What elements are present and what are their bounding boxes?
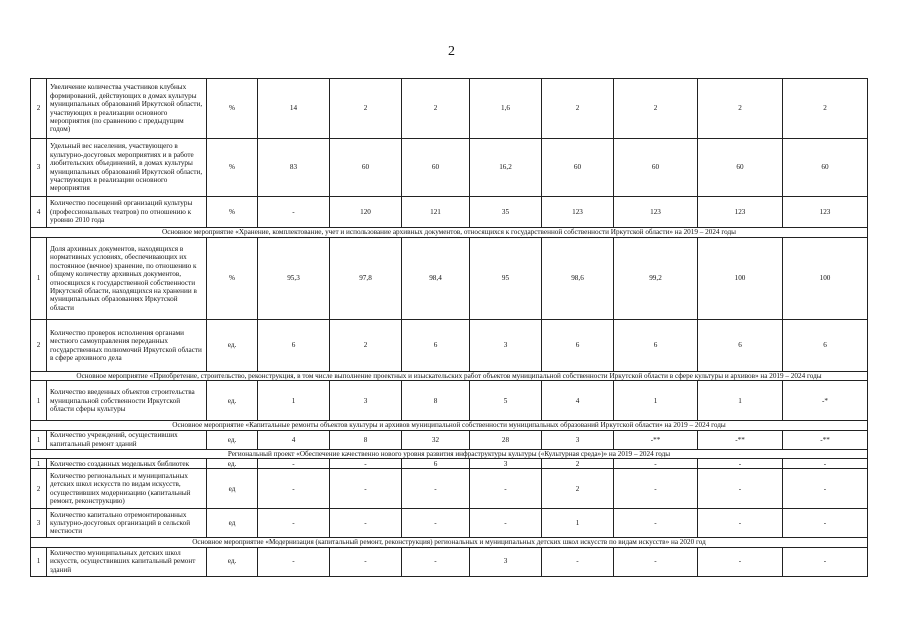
- section-title: Региональный проект «Обеспечение качественно нового уровня развития инфраструктуры культуры («Культурная среда»)» на 2019 – 2024 годы: [31, 449, 868, 458]
- value-cell: 1: [698, 381, 783, 421]
- indicator-name-cell: Количество учреждений, осуществивших капитальный ремонт зданий: [47, 430, 207, 449]
- value-cell: -: [402, 469, 470, 509]
- table-row: [31, 459, 868, 469]
- value-cell: -**: [614, 430, 698, 449]
- row-number-cell: 2: [31, 320, 47, 372]
- value-cell: 1: [258, 381, 330, 421]
- unit-cell: ед: [207, 469, 258, 509]
- table-row: [31, 79, 868, 139]
- value-cell: 60: [330, 139, 402, 197]
- row-number-cell: 2: [31, 79, 47, 139]
- value-cell: 121: [402, 197, 470, 228]
- value-cell: 4: [258, 430, 330, 449]
- value-cell: -: [698, 459, 783, 469]
- value-cell: -**: [783, 430, 868, 449]
- row-number-cell: 2: [31, 469, 47, 509]
- row-number-cell: 3: [31, 139, 47, 197]
- table-row: [31, 197, 868, 228]
- value-cell: 60: [783, 139, 868, 197]
- indicator-name-cell: Количество проверок исполнения органами местного самоуправления переданных государственных полномочий Иркутской области в сфере архивного дела: [47, 320, 207, 372]
- value-cell: 6: [614, 320, 698, 372]
- value-cell: 1: [542, 509, 614, 538]
- table-row: [31, 238, 868, 320]
- value-cell: -: [614, 547, 698, 576]
- unit-cell: ед.: [207, 547, 258, 576]
- table-row: [31, 469, 868, 509]
- value-cell: -: [614, 509, 698, 538]
- section-row: [31, 421, 868, 430]
- value-cell: 98,4: [402, 238, 470, 320]
- value-cell: 3: [330, 381, 402, 421]
- table-row: [31, 320, 868, 372]
- indicator-name-cell: Количество посещений организаций культуры (профессиональных театров) по отношению к уровню 2010 года: [47, 197, 207, 228]
- unit-cell: ед: [207, 509, 258, 538]
- indicator-name-cell: Количество созданных модельных библиотек: [47, 459, 207, 469]
- value-cell: 6: [402, 320, 470, 372]
- unit-cell: %: [207, 139, 258, 197]
- table-row: [31, 381, 868, 421]
- row-number-cell: 1: [31, 547, 47, 576]
- value-cell: -: [330, 547, 402, 576]
- row-number-cell: 4: [31, 197, 47, 228]
- indicator-name-cell: Доля архивных документов, находящихся в нормативных условиях, обеспечивающих их постоянное (вечное) хранение, по отношению к общему количеству архивных документов, относящихся к государственной собственности Иркутской области, находящихся на хранении в муниципальных образованиях Иркутской области: [47, 238, 207, 320]
- value-cell: 8: [330, 430, 402, 449]
- value-cell: 60: [614, 139, 698, 197]
- value-cell: 3: [542, 430, 614, 449]
- value-cell: 60: [698, 139, 783, 197]
- value-cell: -: [783, 509, 868, 538]
- row-number-cell: 1: [31, 238, 47, 320]
- value-cell: -*: [783, 381, 868, 421]
- value-cell: 95,3: [258, 238, 330, 320]
- value-cell: -: [698, 547, 783, 576]
- value-cell: 100: [698, 238, 783, 320]
- value-cell: 3: [470, 459, 542, 469]
- value-cell: 60: [402, 139, 470, 197]
- unit-cell: %: [207, 197, 258, 228]
- section-row: [31, 372, 868, 381]
- unit-cell: ед.: [207, 430, 258, 449]
- value-cell: -: [258, 469, 330, 509]
- value-cell: 35: [470, 197, 542, 228]
- value-cell: -: [330, 469, 402, 509]
- section-row: [31, 538, 868, 547]
- value-cell: 83: [258, 139, 330, 197]
- section-row: [31, 228, 868, 238]
- indicator-name-cell: Количество региональных и муниципальных детских школ искусств по видам искусств, осуществивших модернизацию (капитальный ремонт, реконструкцию): [47, 469, 207, 509]
- value-cell: -: [402, 509, 470, 538]
- unit-cell: %: [207, 79, 258, 139]
- value-cell: 95: [470, 238, 542, 320]
- value-cell: 1: [614, 381, 698, 421]
- value-cell: 99,2: [614, 238, 698, 320]
- value-cell: 3: [470, 547, 542, 576]
- value-cell: 6: [258, 320, 330, 372]
- value-cell: -: [698, 469, 783, 509]
- row-number-cell: 3: [31, 509, 47, 538]
- value-cell: 100: [783, 238, 868, 320]
- value-cell: -: [614, 459, 698, 469]
- section-title: Основное мероприятие «Капитальные ремонты объектов культуры и архивов муниципальной собственности муниципальных образований Иркутской области» на 2019 – 2024 годы: [31, 421, 868, 430]
- value-cell: 32: [402, 430, 470, 449]
- value-cell: 123: [783, 197, 868, 228]
- page-number: 2: [448, 44, 455, 59]
- indicator-name-cell: Количество муниципальных детских школ искусств, осуществивших капитальный ремонт зданий: [47, 547, 207, 576]
- value-cell: 6: [542, 320, 614, 372]
- table-row: [31, 430, 868, 449]
- value-cell: 2: [542, 459, 614, 469]
- indicator-name-cell: Удельный вес населения, участвующего в культурно-досуговых мероприятиях и в работе любительских объединений, в домах культуры муниципальных образований Иркутской области, участвующих в реализации основного мероприятия: [47, 139, 207, 197]
- value-cell: -: [258, 509, 330, 538]
- value-cell: -: [614, 469, 698, 509]
- value-cell: 4: [542, 381, 614, 421]
- value-cell: 123: [542, 197, 614, 228]
- table-row: [31, 139, 868, 197]
- indicator-name-cell: Увеличение количества участников клубных формирований, действующих в домах культуры муниципальных образований Иркутской области, участвующих в реализации основного мероприятия (по сравнению с предыдущим годом): [47, 79, 207, 139]
- value-cell: 2: [783, 79, 868, 139]
- value-cell: -: [783, 459, 868, 469]
- value-cell: 1,6: [470, 79, 542, 139]
- unit-cell: %: [207, 238, 258, 320]
- row-number-cell: 1: [31, 430, 47, 449]
- value-cell: 60: [542, 139, 614, 197]
- row-number-cell: 1: [31, 381, 47, 421]
- value-cell: 2: [330, 320, 402, 372]
- value-cell: -: [330, 459, 402, 469]
- value-cell: -: [258, 547, 330, 576]
- value-cell: -: [330, 509, 402, 538]
- unit-cell: ед.: [207, 320, 258, 372]
- value-cell: 98,6: [542, 238, 614, 320]
- unit-cell: ед.: [207, 459, 258, 469]
- unit-cell: ед.: [207, 381, 258, 421]
- value-cell: 2: [402, 79, 470, 139]
- value-cell: -: [258, 459, 330, 469]
- value-cell: -: [783, 469, 868, 509]
- section-title: Основное мероприятие «Приобретение, строительство, реконструкция, в том числе выполнение проектных и изыскательских работ объектов муниципальной собственности Иркутской области в сфере культуры и архивов» на 2019 – 2024 годы: [31, 372, 868, 381]
- value-cell: 6: [698, 320, 783, 372]
- value-cell: 2: [614, 79, 698, 139]
- value-cell: -**: [698, 430, 783, 449]
- value-cell: 3: [470, 320, 542, 372]
- value-cell: -: [470, 469, 542, 509]
- value-cell: 6: [402, 459, 470, 469]
- value-cell: -: [470, 509, 542, 538]
- value-cell: 14: [258, 79, 330, 139]
- value-cell: 123: [698, 197, 783, 228]
- value-cell: -: [542, 547, 614, 576]
- value-cell: 120: [330, 197, 402, 228]
- value-cell: -: [258, 197, 330, 228]
- value-cell: 2: [542, 79, 614, 139]
- section-row: [31, 449, 868, 458]
- value-cell: -: [698, 509, 783, 538]
- table-row: [31, 509, 868, 538]
- value-cell: 2: [698, 79, 783, 139]
- value-cell: 16,2: [470, 139, 542, 197]
- value-cell: 2: [330, 79, 402, 139]
- value-cell: 97,8: [330, 238, 402, 320]
- row-number-cell: 1: [31, 459, 47, 469]
- value-cell: 8: [402, 381, 470, 421]
- value-cell: -: [783, 547, 868, 576]
- indicators-table: [30, 78, 868, 577]
- indicator-name-cell: Количество введенных объектов строительства муниципальной собственности Иркутской области сферы культуры: [47, 381, 207, 421]
- value-cell: 5: [470, 381, 542, 421]
- value-cell: 123: [614, 197, 698, 228]
- value-cell: -: [402, 547, 470, 576]
- indicator-name-cell: Количество капитально отремонтированных культурно-досуговых организаций в сельской местности: [47, 509, 207, 538]
- section-title: Основное мероприятие «Хранение, комплектование, учет и использование архивных документов, относящихся к государственной собственности Иркутской области» на 2019 – 2024 годы: [31, 228, 868, 238]
- value-cell: 6: [783, 320, 868, 372]
- section-title: Основное мероприятие «Модернизация (капитальный ремонт, реконструкция) региональных и муниципальных детских школ искусств по видам искусств» на 2020 год: [31, 538, 868, 547]
- table-row: [31, 547, 868, 576]
- value-cell: 28: [470, 430, 542, 449]
- value-cell: 2: [542, 469, 614, 509]
